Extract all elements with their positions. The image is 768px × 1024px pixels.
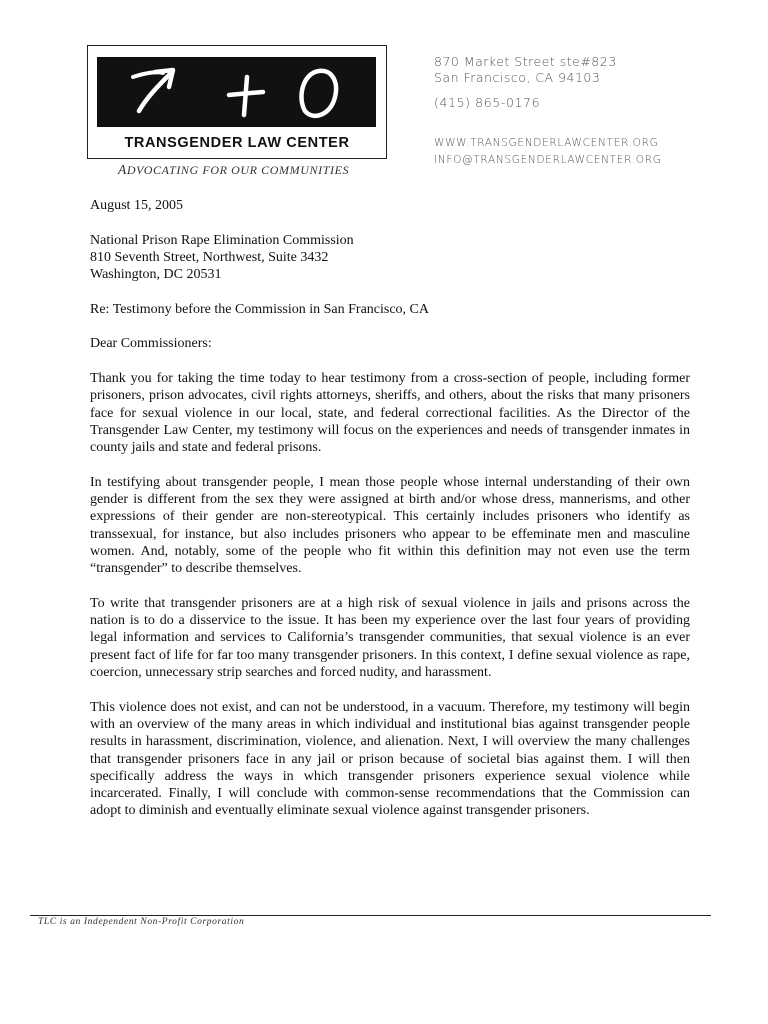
footer-note: TLC is an Independent Non-Profit Corporation — [38, 917, 245, 927]
recipient-address — [90, 232, 690, 284]
logo-mark — [97, 57, 376, 127]
subject-line: Re: Testimony before the Commission in San Francisco, CA — [90, 301, 430, 317]
address-line-2: San Francisco, CA 94103 — [434, 70, 601, 85]
organization-logo — [87, 45, 387, 159]
letter-date: August 15, 2005 — [90, 198, 183, 213]
body-paragraph: This violence does not exist, and can not be understood, in a vacuum. Therefore, my testimony will begin with an overview of the many areas in which individual and institutional bias against transgender people results in harassment, discrimination, violence, and alienation. Next, I will overview the many challenges that transgender prisoners face in any jail or prison because of societal bias against them. I will then specifically address the ways in which transgender prisoners experience sexual violence while incarcerated. Finally, I will conclude with common-sense recommendations that the Commission can adopt to diminish and eventually eliminate sexual violence against transgender prisoners. — [90, 699, 690, 819]
tagline-text: DVOCATING FOR OUR COMMUNITIES — [126, 163, 350, 177]
salutation: Dear Commissioners: — [90, 336, 212, 352]
body-paragraph: Thank you for taking the time today to hear testimony from a cross-section of people, including former prisoners, prison advocates, civil rights attorneys, sheriffs, and others, about the risks that many prisoners face for sexual violence in our local, state, and federal correctional facilities. As the Director of the Transgender Law Center, my testimony will focus on the experiences and needs of transgender inmates in county jails and state and federal prisons. — [90, 370, 690, 456]
organization-name: TRANSGENDER LAW CENTER — [124, 135, 350, 151]
tagline-initial: A — [118, 162, 127, 177]
recipient-line: 810 Seventh Street, Northwest, Suite 3432 — [90, 249, 329, 265]
website-link[interactable]: WWW.TRANSGENDERLAWCENTER.ORG — [434, 137, 659, 149]
body-paragraph: To write that transgender prisoners are at a high risk of sexual violence in jails and prisons across the nation is to do a disservice to the issue. It has been my experience over the last four years of providing legal information and services to California’s transgender communities, that sexual violence is an ever present fact of life for far too many transgender prisoners. In this context, I define sexual violence as rape, coercion, unnecessary strip searches and forced nudity, and harassment. — [90, 595, 690, 681]
phone-number: (415) 865-0176 — [434, 95, 541, 110]
email-link[interactable]: INFO@TRANSGENDERLAWCENTER.ORG — [434, 154, 662, 166]
letter-body — [90, 197, 690, 837]
recipient-line: Washington, DC 20531 — [90, 267, 222, 283]
body-paragraph: In testifying about transgender people, I mean those people whose internal understanding of their own gender is different from the sex they were assigned at birth and/or whose dress, mannerisms, and other expressions of their gender are non-stereotypical. This certainly includes prisoners who identify as transsexual, for instance, but also includes prisoners who appear to be effeminate men and masculine women. And, notably, some of the people who fit within this definition may not even use the term “transgender” to describe themselves. — [90, 474, 690, 577]
tagline — [118, 162, 349, 178]
footer-divider — [30, 915, 711, 916]
address-line-1: 870 Market Street ste#823 — [434, 54, 617, 69]
recipient-line: National Prison Rape Elimination Commission — [90, 232, 354, 248]
arrow-plus-circle-logo-icon — [97, 57, 376, 127]
